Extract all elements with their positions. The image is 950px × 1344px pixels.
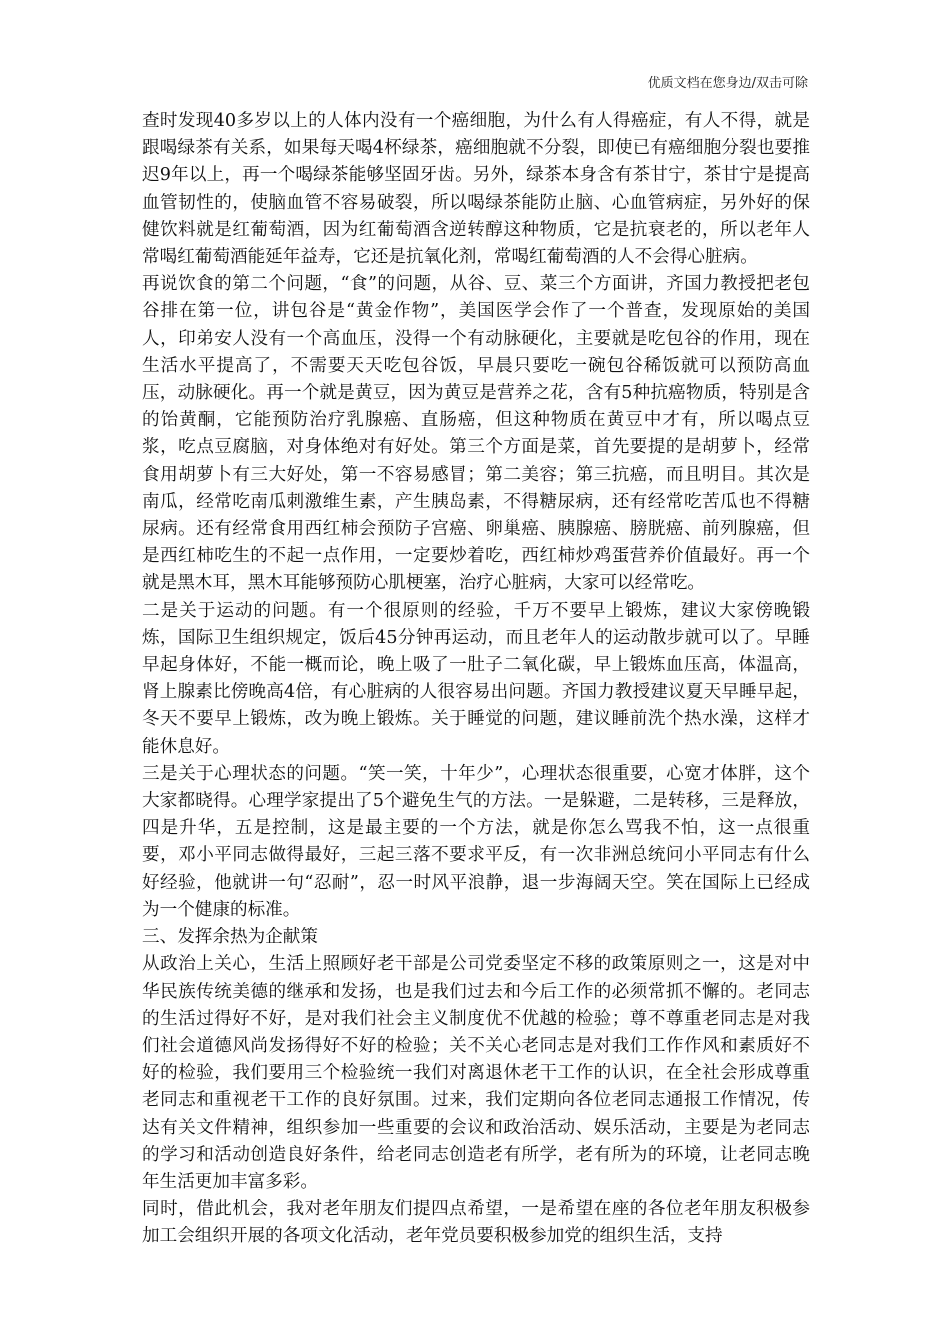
document-body (142, 108, 810, 1251)
paragraph-green-tea: 查时发现40多岁以上的人体内没有一个癌细胞，为什么有人得癌症，有人不得，就是跟喝绿茶有关系，如果每天喝4杯绿茶，癌细胞就不分裂，即使已有癌细胞分裂也要推迟9年以上，再一个喝绿茶能够坚固牙齿。另外，绿茶本身含有茶甘宁，茶甘宁是提高血管韧性的，使脑血管不容易破裂，所以喝绿茶能防止脑、心血管病症，另外好的保健饮料就是红葡萄酒，因为红葡萄酒含逆转醇这种物质，它是抗衰老的，所以老年人常喝红葡萄酒能延年益寿，它还是抗氧化剂，常喝红葡萄酒的人不会得心脏病。 (142, 111, 810, 268)
paragraph-political-care: 从政治上关心，生活上照顾好老干部是公司党委坚定不移的政策原则之一，这是对中华民族传统美德的继承和发扬，也是我们过去和今后工作的必须常抓不懈的。老同志的生活过得好不好，是对我们社会主义制度优不优越的检验；尊不尊重老同志是对我们社会道德风尚发扬得好不好的检验；关不关心老同志是对我们工作作风和素质好不好的检验，我们要用三个检验统一我们对离退休老干工作的认识，在全社会形成尊重老同志和重视老干工作的良好氛围。过来，我们定期向各位老同志通报工作情况，传达有关文件精神，组织参加一些重要的会议和政治活动、娱乐活动，主要是为老同志的学习和活动创造良好条件，给老同志创造老有所学，老有所为的环境，让老同志晚年生活更加丰富多彩。 (142, 954, 810, 1192)
paragraph-mental-state: 三是关于心理状态的问题。“笑一笑，十年少”，心理状态很重要，心宽才体胖，这个大家都晓得。心理学家提出了5个避免生气的方法。一是躲避，二是转移，三是释放，四是升华，五是控制，这是最主要的一个方法，就是你怎么骂我不怕，这一点很重要，邓小平同志做得最好，三起三落不要求平反，有一次非洲总统问小平同志有什么好经验，他就讲一句“忍耐”，忍一时风平浪静，退一步海阔天空。笑在国际上已经成为一个健康的标准。 (142, 763, 810, 920)
section-heading: 三、发挥余热为企献策 (142, 927, 318, 948)
paragraph-diet-food: 再说饮食的第二个问题，“食”的问题，从谷、豆、菜三个方面讲，齐国力教授把老包谷排在第一位，讲包谷是“黄金作物”，美国医学会作了一个普查，发现原始的美国人，印弟安人没有一个高血压，没得一个有动脉硬化，主要就是吃包谷的作用，现在生活水平提高了，不需要天天吃包谷饭，早晨只要吃一碗包谷稀饭就可以预防高血压，动脉硬化。再一个就是黄豆，因为黄豆是营养之花，含有5种抗癌物质，特别是含的饴黄酮，它能预防治疗乳腺癌、直肠癌，但这种物质在黄豆中才有，所以喝点豆浆，吃点豆腐脑，对身体绝对有好处。第三个方面是菜，首先要提的是胡萝卜，经常食用胡萝卜有三大好处，第一不容易感冒；第二美容；第三抗癌，而且明目。其次是南瓜，经常吃南瓜刺激维生素，产生胰岛素，不得糖尿病，还有经常吃苦瓜也不得糖尿病。还有经常食用西红柿会预防子宫癌、卵巢癌、胰腺癌、膀胱癌、前列腺癌，但是西红柿吃生的不起一点作用，一定要炒着吃，西红柿炒鸡蛋营养价值最好。再一个就是黑木耳，黑木耳能够预防心肌梗塞，治疗心脏病，大家可以经常吃。 (142, 274, 810, 594)
paragraph-hopes: 同时，借此机会，我对老年朋友们提四点希望，一是希望在座的各位老年朋友积极参加工会组织开展的各项文化活动，老年党员要积极参加党的组织生活，支持 (142, 1199, 810, 1247)
paragraph-exercise: 二是关于运动的问题。有一个很原则的经验，千万不要早上锻炼，建议大家傍晚锻炼，国际卫生组织规定，饭后45分钟再运动，而且老年人的运动散步就可以了。早睡早起身体好，不能一概而论，晚上吸了一肚子二氧化碳，早上锻炼血压高，体温高，肾上腺素比傍晚高4倍，有心脏病的人很容易出问题。齐国力教授建议夏天早睡早起，冬天不要早上锻炼，改为晚上锻炼。关于睡觉的问题，建议睡前洗个热水澡，这样才能休息好。 (142, 600, 810, 757)
page-header: 优质文档在您身边/双击可除 (647, 76, 808, 91)
